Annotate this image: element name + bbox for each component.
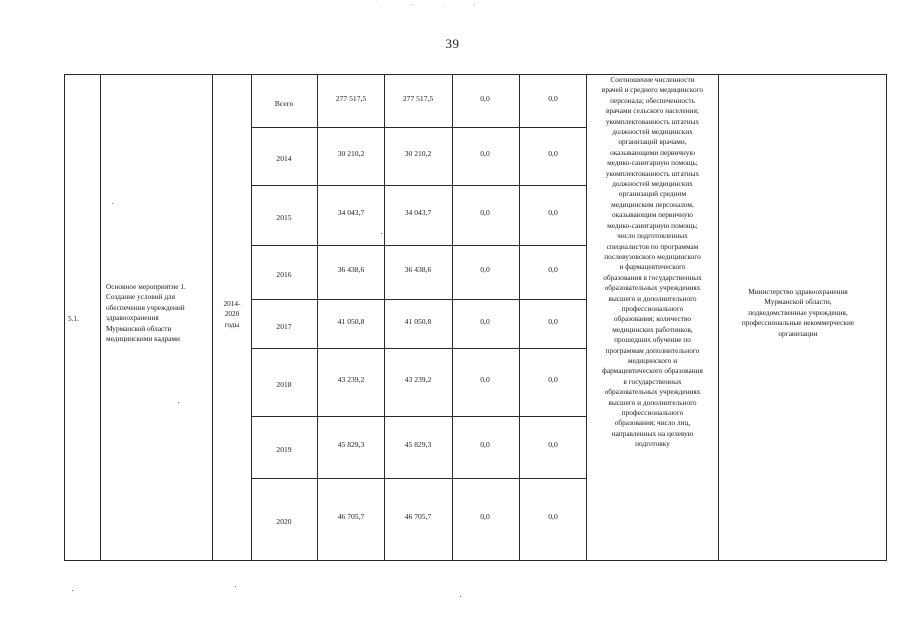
table-rule-horizontal	[251, 245, 587, 246]
scan-dot	[235, 586, 236, 587]
funding-total: 43 239,2	[337, 375, 365, 384]
indicator-line: укомплектованность штатных	[605, 116, 700, 126]
indicator-line: медицинским персоналом,	[611, 199, 694, 209]
indicator-line: число подготовленных	[617, 231, 688, 241]
scan-dot	[72, 590, 73, 591]
funding-federal: 0,0	[480, 512, 490, 521]
indicator-line: оказывающим первичную	[612, 210, 693, 220]
table-rule-vertical	[886, 74, 887, 561]
indicator-line: образовательных учреждениях	[604, 283, 701, 293]
funding-total: 46 705,7	[337, 512, 365, 521]
year-label: 2014	[276, 154, 292, 163]
funding-regional: 41 050,8	[404, 317, 432, 326]
period	[212, 299, 252, 330]
activity-line: медицинскими кадрами	[106, 334, 180, 344]
scan-specks: · ' · '	[380, 4, 489, 10]
executor-line: организации	[778, 328, 818, 338]
funding-total: 41 050,8	[337, 317, 365, 326]
row-index: 5.1.	[68, 314, 79, 323]
indicator-line: укомплектованность штатных	[605, 168, 700, 178]
activity-description	[106, 282, 214, 344]
funding-regional: 30 210,2	[404, 149, 432, 158]
executor-line: Мурманской области,	[764, 297, 832, 307]
indicator-line: послевузовского медицинского	[604, 251, 701, 261]
indicator-line: медико-санитарную помощь;	[607, 158, 698, 168]
funding-other: 0,0	[548, 208, 558, 217]
funding-total: 36 438,6	[337, 265, 365, 274]
funding-total: 34 043,7	[337, 208, 365, 217]
indicator-line: образования; количество	[613, 314, 692, 324]
funding-federal: 0,0	[480, 375, 490, 384]
funding-federal: 0,0	[480, 440, 490, 449]
funding-federal: 0,0	[480, 208, 490, 217]
activity-line: обеспечения учреждений	[106, 302, 185, 312]
page-number: 39	[445, 36, 460, 51]
indicator-line: медицинского и	[627, 355, 678, 365]
indicator-line: врачей и среднего медицинского	[601, 85, 704, 95]
year-label: 2016	[276, 270, 292, 279]
table-rule-horizontal	[251, 299, 587, 300]
table-rule-horizontal	[251, 348, 587, 349]
funding-other: 0,0	[548, 94, 558, 103]
indicator-list	[587, 75, 718, 450]
indicator-line: специалистов по программам	[606, 241, 699, 251]
executor-line: Министерство здравоохранения	[748, 287, 848, 296]
scan-dot	[460, 596, 461, 597]
table-rule-horizontal	[251, 478, 587, 479]
table-rule-horizontal	[64, 74, 887, 75]
period-line: годы	[224, 319, 240, 329]
year-label: 2017	[276, 322, 292, 331]
year-label: 2020	[276, 517, 292, 526]
indicator-line: профессионального	[621, 408, 684, 417]
activity-line: Создание условий для	[106, 292, 176, 302]
table-rule-horizontal	[64, 560, 887, 561]
indicator-line: направленных на целевую	[611, 428, 694, 438]
activity-line: Мурманской области	[106, 323, 172, 333]
executor-line: профессиональные некоммерческие	[741, 318, 855, 328]
funding-federal: 0,0	[480, 94, 490, 103]
indicator-line: программам дополнительного	[605, 345, 700, 355]
funding-other: 0,0	[548, 149, 558, 158]
funding-total: 277 517,5	[335, 94, 367, 103]
indicator-line: профессионального	[621, 303, 684, 313]
scan-dot	[178, 402, 179, 403]
year-label: Всего	[274, 99, 294, 108]
table-rule-horizontal	[251, 127, 587, 128]
indicator-line: оказывающими первичную	[610, 147, 695, 157]
indicator-line: медико-санитарную помощь;	[607, 220, 698, 230]
indicator-line: в государственных	[623, 376, 682, 386]
indicator-line: организаций средним	[618, 189, 687, 199]
indicator-line: врачами сельского населения;	[606, 106, 699, 116]
indicator-line: прошедших обучение по	[614, 335, 691, 345]
table-rule-vertical	[100, 74, 101, 561]
indicator-line: высшего и дополнительного	[608, 397, 697, 407]
table-rule-vertical	[64, 74, 65, 561]
indicator-line: должностей медицинских	[612, 179, 693, 189]
indicator-line: фармацевтического образования	[602, 366, 703, 376]
funding-regional: 34 043,7	[404, 208, 432, 217]
funding-other: 0,0	[548, 440, 558, 449]
year-label: 2018	[276, 380, 292, 389]
funding-federal: 0,0	[480, 265, 490, 274]
period-line: 2020	[224, 309, 240, 319]
year-label: 2015	[276, 213, 292, 222]
funding-federal: 0,0	[480, 149, 490, 158]
funding-regional: 277 517,5	[402, 94, 434, 103]
indicator-line: организаций врачами,	[618, 137, 687, 147]
indicator-line: должностей медицинских	[612, 127, 693, 137]
table-rule-horizontal	[251, 416, 587, 417]
funding-regional: 46 705,7	[404, 512, 432, 521]
executor-line: подведомственные учреждения,	[748, 307, 848, 317]
funding-regional: 36 438,6	[404, 265, 432, 274]
funding-regional: 45 829,3	[404, 440, 432, 449]
indicator-line: медицинских работников,	[612, 324, 693, 334]
funding-regional: 43 239,2	[404, 375, 432, 384]
scan-dot	[112, 203, 113, 204]
funding-other: 0,0	[548, 375, 558, 384]
indicator-line: персонала; обеспеченность	[610, 95, 695, 105]
period-line: 2014-	[223, 299, 241, 308]
funding-total: 45 829,3	[337, 440, 365, 449]
activity-line: Основное мероприятие 1.	[106, 282, 186, 291]
year-label: 2019	[276, 445, 292, 454]
indicator-line: образовательных учреждениях	[604, 387, 701, 397]
activity-line: здравоохранения	[106, 313, 159, 323]
indicator-line: высшего и дополнительного	[608, 293, 697, 303]
indicator-line: подготовку	[635, 439, 670, 449]
funding-federal: 0,0	[480, 317, 490, 326]
funding-total: 30 210,2	[337, 149, 365, 158]
executor	[718, 287, 878, 339]
indicator-line: образования в государственных	[603, 272, 702, 282]
indicator-line: и фармацевтического	[619, 262, 686, 272]
funding-other: 0,0	[548, 512, 558, 521]
funding-other: 0,0	[548, 317, 558, 326]
table-rule-horizontal	[251, 185, 587, 186]
indicator-line: образования; число лиц,	[614, 418, 691, 428]
funding-other: 0,0	[548, 265, 558, 274]
scan-dot	[381, 233, 382, 234]
indicator-line: Соотношение численности	[610, 75, 695, 84]
